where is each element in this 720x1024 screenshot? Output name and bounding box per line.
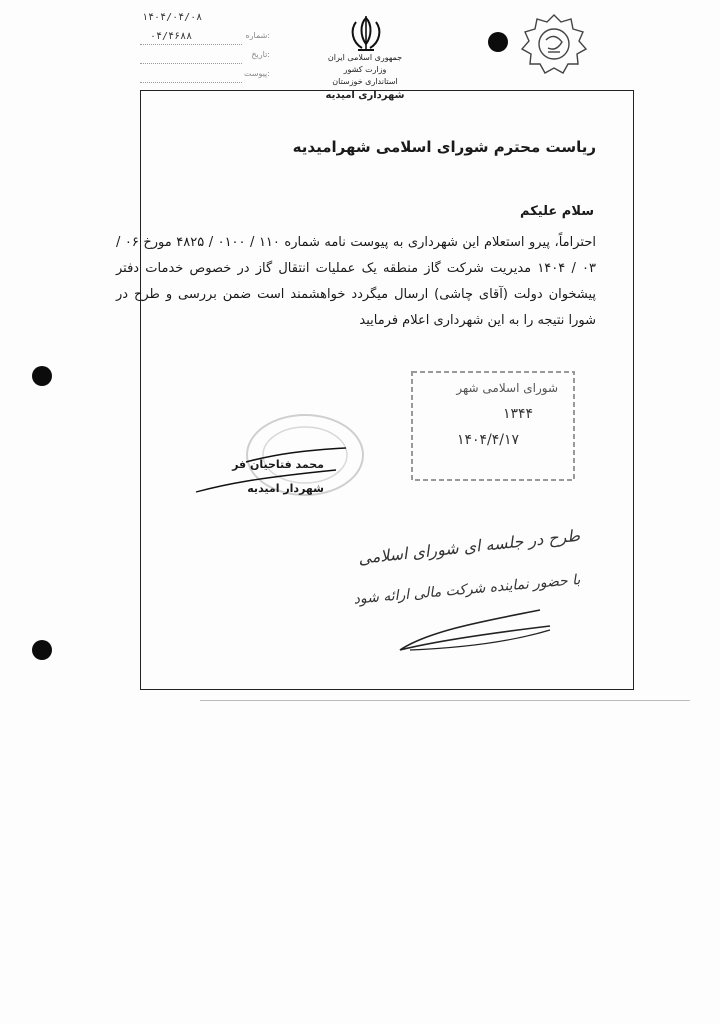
greeting: سلام علیکم xyxy=(520,204,594,219)
municipality-name: شهرداری امیدیه xyxy=(325,90,405,101)
dotted-line xyxy=(140,44,242,45)
handwritten-referral-note xyxy=(310,500,590,680)
letterhead-line1: جمهوری اسلامی ایران xyxy=(327,53,403,62)
handwritten-line1: طرح در جلسه ای شورای اسلامی xyxy=(357,525,581,568)
date-label-row xyxy=(140,50,270,69)
letterhead-line2: وزارت کشور xyxy=(343,65,387,74)
iran-emblem-icon xyxy=(344,14,388,54)
number-row xyxy=(140,31,270,50)
letter-body: احتراماً، پیرو استعلام این شهرداری به پیوست نامه شماره ۱۱۰ / ۰۱۰۰ / ۴۸۲۵ مورخ ۰۶ / ۰۳ / ۱۴۰۴ مدیریت شرکت گاز منطقه یک عملیات انتقال گاز در خصوص خدمات دفتر پیشخوان دولت (آقای چاشی) ارسال میگردد خواهشمند است ضمن بررسی و طرح در شورا نتیجه را به این شهرداری اعلام فرمایید xyxy=(116,235,596,328)
stamp-number: ۱۳۴۴ xyxy=(502,406,534,422)
letterhead-line3: استانداری خوزستان xyxy=(332,77,398,86)
punch-hole xyxy=(32,640,52,660)
stamp-date: ۱۴۰۴/۴/۱۷ xyxy=(456,432,520,448)
letter-metadata xyxy=(140,12,270,88)
date-value: ۱۴۰۴/۰۴/۰۸ xyxy=(142,12,203,23)
dotted-line xyxy=(140,82,242,83)
date-row xyxy=(140,12,270,31)
date-label: تاریخ: xyxy=(251,50,270,59)
handwritten-line2: با حضور نماینده شرکت مالی ارائه شود xyxy=(353,571,581,608)
stamp-line1: شورای اسلامی شهر xyxy=(456,381,558,395)
council-receipt-stamp xyxy=(408,368,578,484)
number-value: ۰۴/۴۶۸۸ xyxy=(150,31,193,42)
attachment-label: پیوست: xyxy=(243,69,270,78)
punch-hole xyxy=(32,366,52,386)
dotted-line xyxy=(140,63,242,64)
punch-hole xyxy=(488,32,508,52)
addressee: ریاست محترم شورای اسلامی شهرامیدیه xyxy=(292,138,596,156)
municipality-logo-icon xyxy=(518,12,590,78)
number-label: شماره: xyxy=(245,31,270,40)
attachment-row xyxy=(140,69,270,88)
frame-shadow-line xyxy=(200,700,690,701)
signatory-title: شهردار امیدیه xyxy=(247,482,324,495)
signatory-name: محمد فتاحیان فر xyxy=(232,458,324,471)
